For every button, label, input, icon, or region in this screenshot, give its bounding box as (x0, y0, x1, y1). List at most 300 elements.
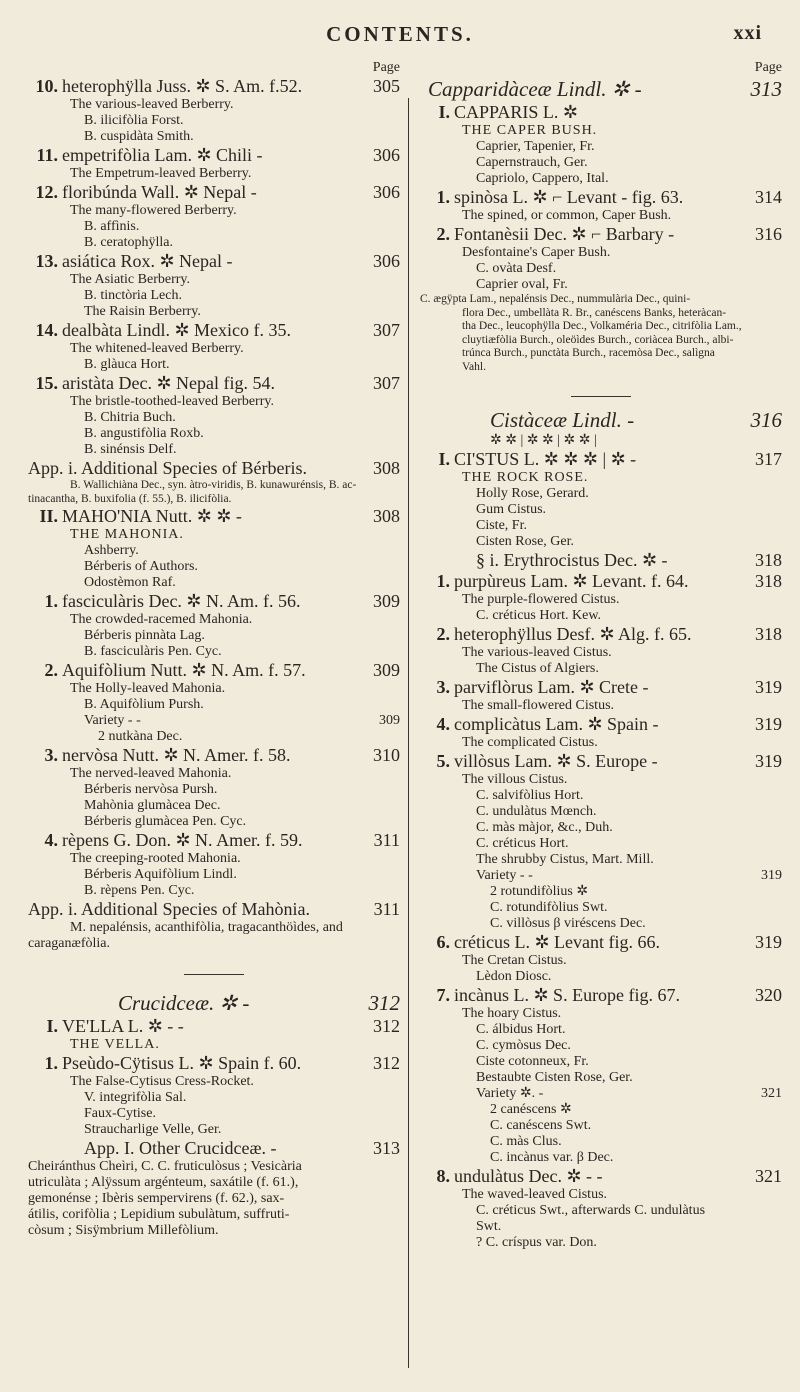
entry-line (420, 171, 782, 187)
entry-line (28, 644, 400, 660)
entry-line (28, 936, 400, 952)
entry-text: C. salvifòlius Hort. (476, 788, 584, 803)
entry-line (420, 1118, 782, 1134)
entry-line (420, 1203, 782, 1219)
entry-text: The complicated Cistus. (462, 735, 598, 750)
entry-text: nervòsa Nutt. ✲ N. Amer. f. 58. (62, 745, 291, 765)
entry-line (28, 341, 400, 357)
entry-page: 320 (755, 985, 782, 1005)
entry-page: 308 (373, 458, 400, 478)
entry-number: 6. (436, 932, 450, 952)
entry-line (28, 203, 400, 219)
entry-text: Lèdon Diosc. (476, 969, 552, 984)
entry-text: 2 nutkàna Dec. (98, 729, 183, 744)
entry-line (420, 916, 782, 932)
entry-text: App. I. Other Crucidceæ. - (84, 1138, 277, 1158)
entry-page: 321 (755, 1166, 782, 1186)
entry-line (420, 139, 782, 155)
entry-page: 311 (373, 899, 400, 919)
entry-text: aristàta Dec. ✲ Nepal fig. 54. (62, 373, 276, 393)
entry-line (28, 660, 400, 681)
entry-text: The hoary Cistus. (462, 1006, 562, 1021)
entry-line (28, 697, 400, 713)
entry-line (28, 479, 400, 493)
entry-number: 7. (436, 985, 450, 1005)
entry-line (420, 661, 782, 677)
entry-line (420, 277, 782, 293)
entry-line (420, 884, 782, 900)
family-heading: Cistàceæ Lindl. - 316 (490, 408, 782, 432)
entry-text: Capernstrauch, Ger. (476, 155, 588, 170)
entry-text: C. álbidus Hort. (476, 1022, 566, 1037)
entry-page: 318 (755, 571, 782, 591)
entry-text: THE CAPER BUSH. (462, 123, 598, 138)
entry-line (28, 493, 400, 507)
entry-text: C. créticus Hort. Kew. (476, 608, 602, 623)
entry-text: villòsus Lam. ✲ S. Europe - (454, 751, 658, 771)
entry-page: 317 (755, 449, 782, 469)
entry-line (28, 182, 400, 203)
entry-text: Fontanèsii Dec. ✲ ⌐ Barbary - (454, 224, 675, 244)
entry-line (28, 442, 400, 458)
entry-number: 4. (44, 830, 58, 850)
entry-number: 12. (35, 182, 58, 202)
entry-text: The Raisin Berberry. (84, 304, 201, 319)
entry-text: The villous Cistus. (462, 772, 568, 787)
entry-page: 316 (755, 224, 782, 244)
entry-line (28, 1207, 400, 1223)
entry-line (28, 851, 400, 867)
entry-text: The crowded-racemed Mahonia. (70, 612, 253, 627)
entry-number: I. (46, 1016, 58, 1036)
entry-page: 311 (373, 830, 400, 850)
entry-text: M. nepalénsis, acanthifòlia, tragacanthöìdes, and (70, 920, 343, 935)
entry-text: The bristle-toothed-leaved Berberry. (70, 394, 274, 409)
entry-text: The waved-leaved Cistus. (462, 1187, 608, 1202)
entry-line (28, 782, 400, 798)
entry-page: 310 (373, 745, 400, 765)
entry-text: átilis, corifòlia ; Lepidium subulàtum, suffruti- (28, 1207, 290, 1222)
entry-line (420, 985, 782, 1006)
entry-number: 1. (44, 591, 58, 611)
entry-line (420, 187, 782, 208)
entry-line (420, 155, 782, 171)
entry-line (420, 245, 782, 261)
entry-page: 318 (755, 624, 782, 644)
entry-text: Caprier, Tapenier, Fr. (476, 139, 595, 154)
entry-line (420, 852, 782, 868)
entry-page: 309 (379, 713, 400, 728)
entry-text: Desfontaine's Caper Bush. (462, 245, 611, 260)
entry-text: V. integrifòlia Sal. (84, 1090, 187, 1105)
entry-text: The Cretan Cistus. (462, 953, 567, 968)
entry-line (28, 713, 400, 729)
entry-text: CAPPARIS L. ✲ (454, 102, 578, 122)
entry-text: B. Wallichiàna Dec., syn. àtro-viridis, B. kunawurénsis, B. ac- (70, 479, 357, 491)
entry-line (420, 470, 782, 486)
entry-line (28, 543, 400, 559)
entry-text: App. i. Additional Species of Mahònia. (28, 899, 310, 919)
entry-line (28, 304, 400, 320)
entry-number: 3. (44, 745, 58, 765)
entry-line (420, 1086, 782, 1102)
page-number: xxi (733, 22, 762, 44)
entry-text: fasciculàris Dec. ✲ N. Am. f. 56. (62, 591, 301, 611)
entry-text: Swt. (476, 1219, 502, 1234)
entry-line (28, 76, 400, 97)
entry-page: 312 (373, 1016, 400, 1036)
entry-line (28, 766, 400, 782)
left-column (28, 60, 400, 1392)
entry-number: 3. (436, 677, 450, 697)
entry-line (28, 1074, 400, 1090)
entry-line (28, 288, 400, 304)
entry-line (420, 571, 782, 592)
entry-text: Straucharlige Velle, Ger. (84, 1122, 222, 1137)
entry-line (28, 458, 400, 479)
entry-text: asiática Rox. ✲ Nepal - (62, 251, 233, 271)
entry-text: The creeping-rooted Mahonia. (70, 851, 241, 866)
entry-page: 306 (373, 182, 400, 202)
entry-text: caraganæfòlia. (28, 936, 111, 951)
family-heading: Capparidàceæ Lindl. ✲ - 313 (428, 77, 782, 101)
entry-text: The False-Cytisus Cress-Rocket. (70, 1074, 254, 1089)
entry-text: Bérberis of Authors. (84, 559, 198, 574)
entry-text: Bérberis pinnàta Lag. (84, 628, 205, 643)
entry-page: 309 (373, 591, 400, 611)
entry-text: tinacantha, B. buxifolia (f. 55.), B. ilicifòlia. (28, 492, 232, 505)
entry-line (28, 1159, 400, 1175)
right-entries (420, 102, 782, 374)
entry-text: Pseùdo-Cÿtisus L. ✲ Spain f. 60. (62, 1053, 302, 1073)
entry-text: parviflòrus Lam. ✲ Crete - (454, 677, 649, 697)
entry-text: C. cymòsus Dec. (476, 1038, 571, 1053)
entry-line (28, 899, 400, 920)
entry-page: 309 (373, 660, 400, 680)
entry-line (420, 224, 782, 245)
entry-text: Variety ✲. - (476, 1086, 544, 1101)
entry-page: 319 (755, 932, 782, 952)
entry-text: utriculàta ; Alÿssum argénteum, saxátile (f. 61.), (28, 1175, 299, 1190)
entry-text: 2 canéscens ✲ (490, 1102, 572, 1117)
entry-text: C. ovàta Desf. (476, 261, 557, 276)
entry-line (420, 123, 782, 139)
entry-text: The whitened-leaved Berberry. (70, 341, 244, 356)
entry-number: 11. (36, 145, 58, 165)
entry-line (28, 830, 400, 851)
entry-text: C. créticus Swt., afterwards C. undulàtus (476, 1203, 706, 1218)
entry-line (420, 1166, 782, 1187)
entry-page: 319 (755, 751, 782, 771)
entry-text: floribúnda Wall. ✲ Nepal - (62, 182, 257, 202)
entry-text: Faux-Cytise. (84, 1106, 156, 1121)
entry-page: 319 (755, 677, 782, 697)
entry-text: Holly Rose, Gerard. (476, 486, 589, 501)
entry-line (28, 357, 400, 373)
entry-line (28, 145, 400, 166)
entry-line (28, 681, 400, 697)
entry-line (420, 900, 782, 916)
section-rule (420, 384, 782, 402)
entry-number: I. (438, 449, 450, 469)
entry-text: Odostèmon Raf. (84, 575, 176, 590)
entry-text: Bérberis nervòsa Pursh. (84, 782, 218, 797)
entry-text: Gum Cistus. (476, 502, 547, 517)
entry-number: 5. (436, 751, 450, 771)
column-divider (408, 98, 409, 1368)
entry-line (420, 698, 782, 714)
entry-line (420, 735, 782, 751)
entry-page: 307 (373, 320, 400, 340)
entry-text: trúnca Burch., punctàta Burch., racemòsa Dec., salìgna (462, 347, 715, 359)
entry-text: Bérberis glumàcea Pen. Cyc. (84, 814, 247, 829)
entry-page: 319 (755, 714, 782, 734)
entry-page: 312 (373, 1053, 400, 1073)
left-entries (28, 76, 400, 952)
entry-text: B. fasciculàris Pen. Cyc. (84, 644, 222, 659)
left-entries-2 (28, 1016, 400, 1239)
entry-text: Variety - - (84, 713, 141, 728)
entry-line (28, 219, 400, 235)
entry-text: C. màs màjor, &c., Duh. (476, 820, 613, 835)
page-title: CONTENTS. (326, 22, 474, 46)
entry-line (28, 527, 400, 543)
entry-text: B. cuspidàta Smith. (84, 129, 194, 144)
entry-line (420, 261, 782, 277)
entry-text: THE ROCK ROSE. (462, 470, 589, 485)
entry-text: heterophÿlla Juss. ✲ S. Am. f.52. (62, 76, 303, 96)
entry-line (28, 1106, 400, 1122)
entry-number: 14. (35, 320, 58, 340)
entry-line (28, 320, 400, 341)
entry-line (420, 751, 782, 772)
entry-line (420, 772, 782, 788)
entry-number: 4. (436, 714, 450, 734)
entry-text: Capriolo, Cappero, Ital. (476, 171, 609, 186)
entry-number: 13. (35, 251, 58, 271)
entry-number: 2. (436, 624, 450, 644)
entry-line (28, 1090, 400, 1106)
entry-number: 15. (35, 373, 58, 393)
entry-page: 305 (373, 76, 400, 96)
entry-page: 321 (761, 1086, 782, 1101)
entry-line (28, 1175, 400, 1191)
entry-text: B. sinénsis Delf. (84, 442, 177, 457)
entry-text: VE'LLA L. ✲ - - (62, 1016, 184, 1036)
section-rule (28, 962, 400, 980)
entry-line (28, 97, 400, 113)
entry-text: The purple-flowered Cistus. (462, 592, 620, 607)
entry-line (420, 486, 782, 502)
entry-line (420, 1134, 782, 1150)
entry-text: gemonénse ; Ibèris sempervirens (f. 62.), sax- (28, 1191, 285, 1206)
page-header (0, 22, 800, 52)
entry-line (420, 714, 782, 735)
entry-text: The nerved-leaved Mahonia. (70, 766, 232, 781)
right-column (420, 60, 782, 1392)
entry-line (28, 251, 400, 272)
entry-text: C. canéscens Swt. (490, 1118, 592, 1133)
entry-number: 10. (35, 76, 58, 96)
entry-line (420, 550, 782, 571)
entry-line (420, 788, 782, 804)
entry-line (28, 1053, 400, 1074)
entry-line (420, 804, 782, 820)
entry-line (420, 1022, 782, 1038)
entry-number: II. (39, 506, 58, 526)
entry-text: THE MAHONIA. (70, 527, 184, 542)
entry-number: 2. (44, 660, 58, 680)
entry-text: Caprier oval, Fr. (476, 277, 568, 292)
entry-text: Cheiránthus Cheìri, C. C. fruticulòsus ; Vesicària (28, 1159, 302, 1174)
entry-line (420, 320, 782, 334)
entry-line (420, 932, 782, 953)
entry-text: spinòsa L. ✲ ⌐ Levant - fig. 63. (454, 187, 684, 207)
entry-line (420, 102, 782, 123)
right-entries-2 (420, 449, 782, 1251)
entry-text: còsum ; Sisÿmbrium Millefòlium. (28, 1223, 219, 1238)
entry-text: CI'STUS L. ✲ ✲ ✲ | ✲ - (454, 449, 637, 469)
entry-line (420, 953, 782, 969)
entry-text: B. Chitria Buch. (84, 410, 176, 425)
entry-line (28, 506, 400, 527)
entry-text: C. créticus Hort. (476, 836, 569, 851)
entry-line (420, 820, 782, 836)
entry-line (28, 575, 400, 591)
entry-line (420, 334, 782, 348)
page-label: Page (372, 60, 400, 75)
entry-line (420, 502, 782, 518)
entry-number: 2. (436, 224, 450, 244)
entry-line (420, 645, 782, 661)
entry-line (420, 624, 782, 645)
entry-text: B. tinctòria Lech. (84, 288, 182, 303)
entry-text: rèpens G. Don. ✲ N. Amer. f. 59. (62, 830, 303, 850)
entry-text: Cisten Rose, Ger. (476, 534, 574, 549)
entry-text: The Cistus of Algiers. (476, 661, 599, 676)
entry-text: créticus L. ✲ Levant fig. 66. (454, 932, 661, 952)
entry-line (420, 608, 782, 624)
family-heading: Crucidceæ. ✲ - 312 (118, 991, 400, 1015)
entry-line (420, 1070, 782, 1086)
entry-text: B. Aquifòlium Pursh. (84, 697, 204, 712)
entry-line (420, 836, 782, 852)
entry-text: heterophÿllus Desf. ✲ Alg. f. 65. (454, 624, 692, 644)
entry-text: B. affìnis. (84, 219, 140, 234)
entry-line (28, 867, 400, 883)
entry-line (28, 1037, 400, 1053)
entry-text: Bérberis Aquifòlium Lindl. (84, 867, 237, 882)
entry-text: The various-leaved Cistus. (462, 645, 612, 660)
entry-line (420, 677, 782, 698)
entry-page: 313 (373, 1138, 400, 1158)
entry-text: empetrifòlia Lam. ✲ Chili - (62, 145, 263, 165)
entry-line (420, 868, 782, 884)
entry-text: Mahònia glumàcea Dec. (84, 798, 221, 813)
entry-text: undulàtus Dec. ✲ - - (454, 1166, 603, 1186)
entry-text: 2 rotundifòlius ✲ (490, 884, 589, 899)
entry-text: C. ægÿpta Lam., nepalénsis Dec., nummulària Dec., quini- (420, 293, 691, 305)
entry-text: tha Dec., leucophÿlla Dec., Volkaméria Dec., citrifòlia Lam., (462, 320, 742, 332)
entry-text: B. ilicifòlia Forst. (84, 113, 184, 128)
entry-line (28, 883, 400, 899)
entry-text: C. rotundifòlius Swt. (490, 900, 608, 915)
entry-text: The small-flowered Cistus. (462, 698, 615, 713)
entry-text: dealbàta Lindl. ✲ Mexico f. 35. (62, 320, 292, 340)
entry-line (28, 1138, 400, 1159)
entry-line (420, 307, 782, 321)
entry-page: 319 (761, 868, 782, 883)
entry-page: 314 (755, 187, 782, 207)
entry-line (28, 628, 400, 644)
entry-text: incànus L. ✲ S. Europe fig. 67. (454, 985, 681, 1005)
entry-line (420, 1102, 782, 1118)
entry-line (28, 166, 400, 182)
entry-line (28, 113, 400, 129)
entry-text: The Holly-leaved Mahonia. (70, 681, 226, 696)
entry-line (28, 612, 400, 628)
entry-text: ? C. críspus var. Don. (476, 1235, 597, 1250)
entry-page: 306 (373, 251, 400, 271)
family-symbols: ✲ ✲ | ✲ ✲ | ✲ ✲ | (490, 433, 597, 448)
entry-text: Bestaubte Cisten Rose, Ger. (476, 1070, 633, 1085)
entry-page: 307 (373, 373, 400, 393)
entry-text: The many-flowered Berberry. (70, 203, 237, 218)
entry-line (420, 1038, 782, 1054)
entry-line (28, 394, 400, 410)
entry-text: C. villòsus β viréscens Dec. (490, 916, 646, 931)
entry-text: The shrubby Cistus, Mart. Mill. (476, 852, 654, 867)
entry-page: 318 (755, 550, 782, 570)
entry-line (28, 1122, 400, 1138)
entry-text: The Asiatic Berberry. (70, 272, 190, 287)
entry-line (28, 426, 400, 442)
entry-number: 1. (436, 187, 450, 207)
entry-text: purpùreus Lam. ✲ Levant. f. 64. (454, 571, 689, 591)
entry-line (420, 534, 782, 550)
entry-number: 8. (436, 1166, 450, 1186)
entry-text: cluytiæfòlia Burch., oleöìdes Burch., coriàcea Burch., albi- (462, 333, 734, 346)
entry-line (420, 361, 782, 375)
entry-page: 308 (373, 506, 400, 526)
page-label: Page (754, 60, 782, 75)
entry-line (28, 373, 400, 394)
entry-number: I. (438, 102, 450, 122)
entry-line (28, 591, 400, 612)
entry-line (28, 559, 400, 575)
entry-line (420, 1006, 782, 1022)
entry-line (420, 518, 782, 534)
entry-line (28, 1191, 400, 1207)
entry-line (28, 272, 400, 288)
entry-text: B. glàuca Hort. (84, 357, 170, 372)
entry-text: C. undulàtus Mœnch. (476, 804, 597, 819)
entry-text: Variety - - (476, 868, 533, 883)
entry-text: C. màs Clus. (490, 1134, 562, 1149)
entry-line (420, 1054, 782, 1070)
entry-text: THE VELLA. (70, 1037, 160, 1052)
entry-text: flora Dec., umbellàta R. Br., canéscens Banks, heteràcan- (462, 306, 727, 319)
entry-text: The Empetrum-leaved Berberry. (70, 166, 252, 181)
entry-line (28, 920, 400, 936)
entry-line (420, 1235, 782, 1251)
entry-number: 1. (436, 571, 450, 591)
entry-text: C. incànus var. β Dec. (490, 1150, 614, 1165)
entry-line (28, 235, 400, 251)
entry-line (28, 798, 400, 814)
entry-line (420, 1150, 782, 1166)
entry-line (420, 293, 782, 307)
